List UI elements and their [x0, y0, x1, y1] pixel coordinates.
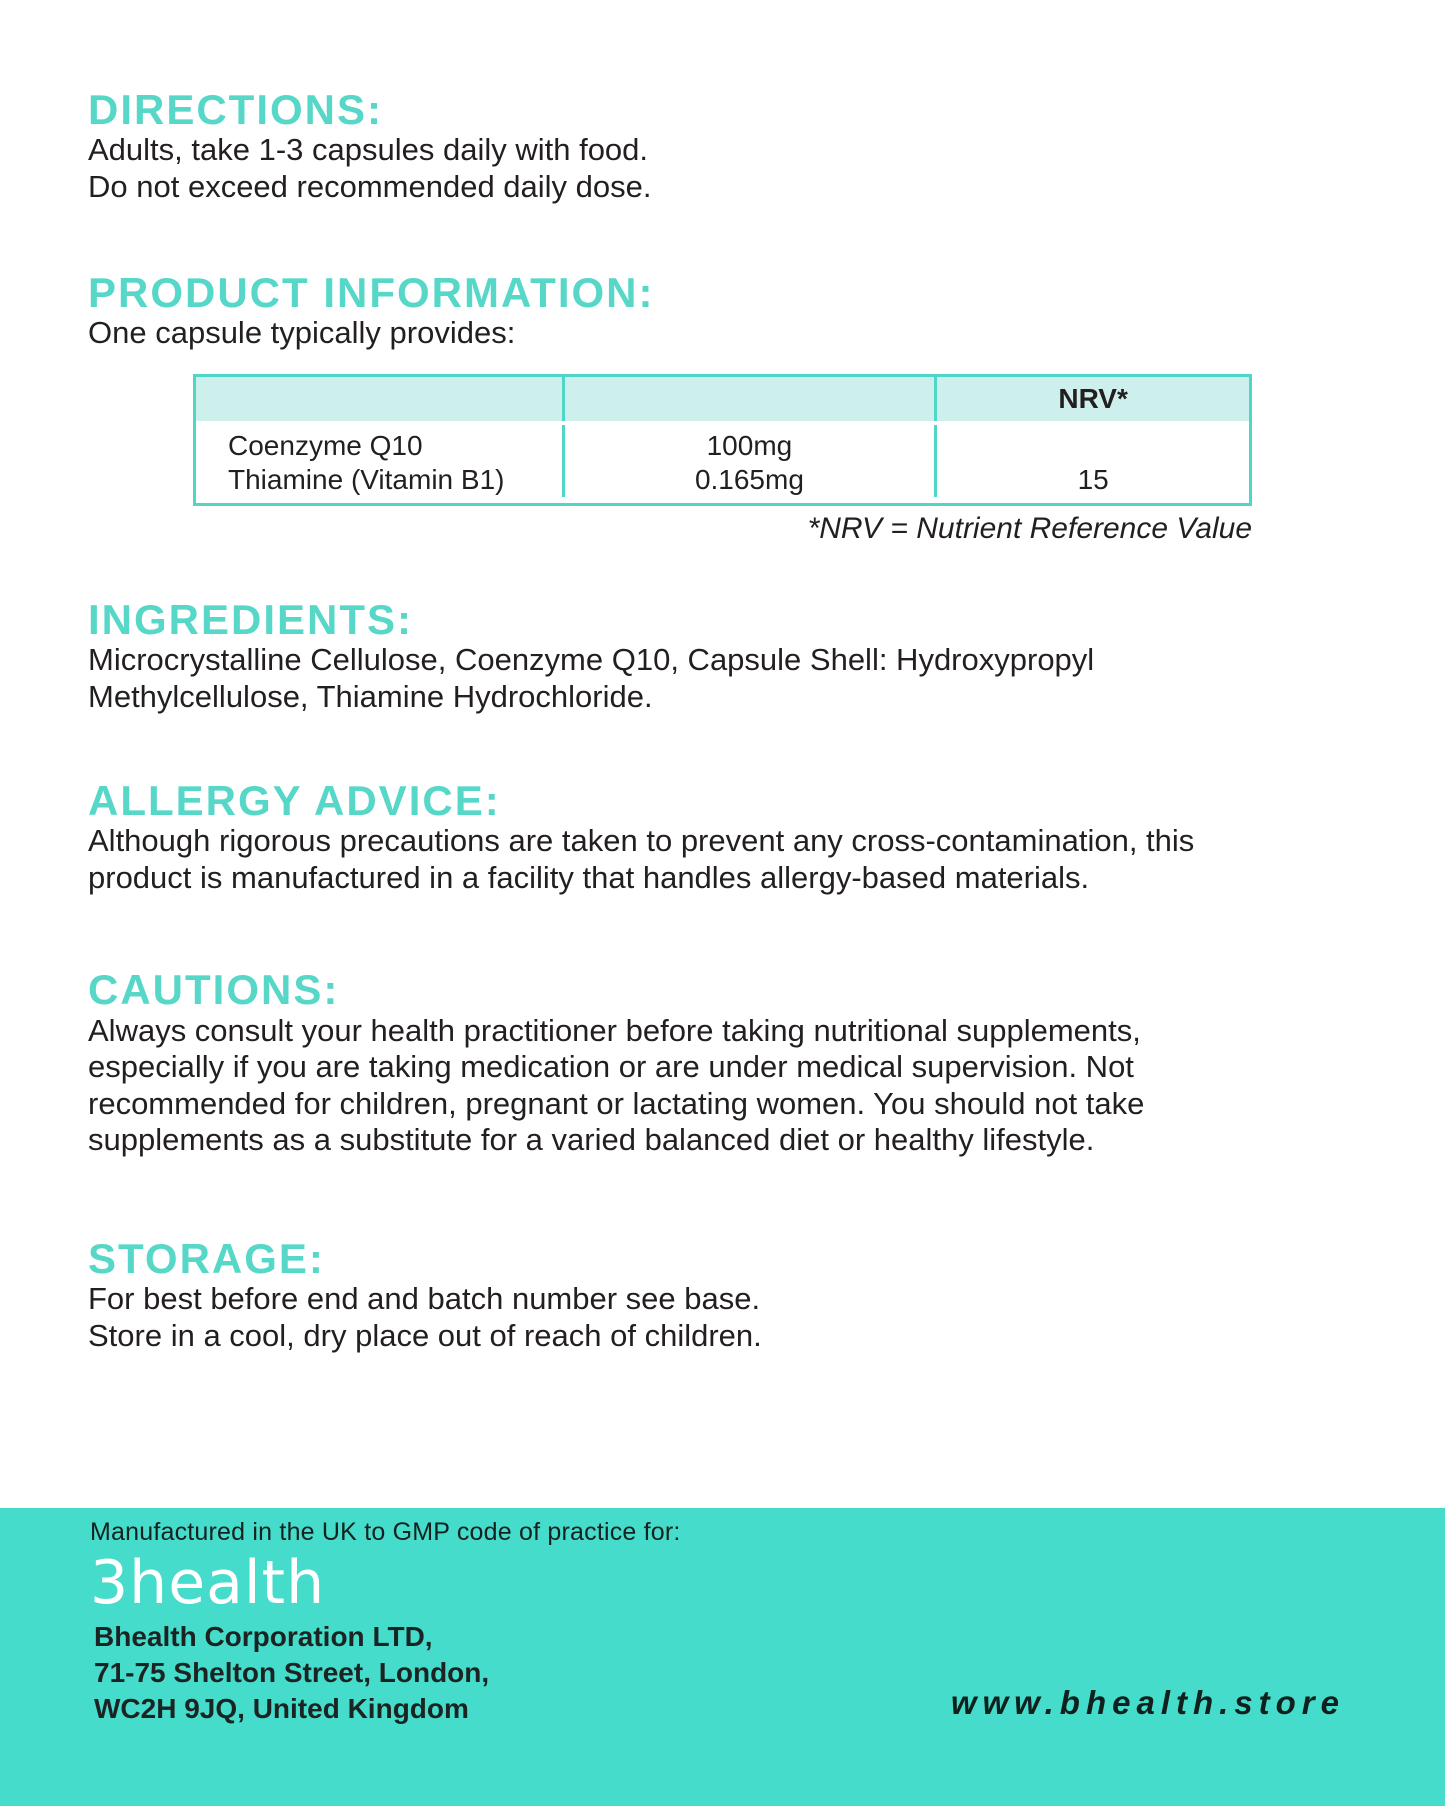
- company-address: [90, 1619, 489, 1726]
- ingredient-name-2: Thiamine (Vitamin B1): [228, 463, 505, 495]
- address-line-1: Bhealth Corporation LTD,: [94, 1621, 433, 1652]
- allergy-advice-heading: ALLERGY ADVICE:: [88, 777, 501, 825]
- ingredient-names-cell: [196, 425, 565, 497]
- ingredients-text: Microcrystalline Cellulose, Coenzyme Q10, Capsule Shell: Hydroxypropyl Methylcellulose, Thiamine Hydrochloride.: [88, 642, 1095, 714]
- directions-line-1: Adults, take 1-3 capsules daily with food.: [88, 132, 649, 168]
- product-information-heading: PRODUCT INFORMATION:: [88, 269, 655, 317]
- nutrition-table-body-row: [196, 421, 1249, 503]
- ingredient-amount-1: 100mg: [706, 429, 793, 461]
- product-information-intro: One capsule typically provides:: [88, 315, 516, 351]
- nutrition-table-wrap: [193, 374, 1252, 546]
- storage-line-2: Store in a cool, dry place out of reach of children.: [88, 1317, 762, 1353]
- address-line-3: WC2H 9JQ, United Kingdom: [94, 1692, 469, 1724]
- ingredient-amounts-cell: [565, 425, 938, 497]
- ingredient-name-1: Coenzyme Q10: [228, 429, 423, 461]
- bhealth-logo: 3health: [90, 1548, 326, 1618]
- footer-bottom-row: [90, 1619, 1345, 1726]
- directions-line-2: Do not exceed recommended daily dose.: [88, 168, 652, 204]
- storage-heading: STORAGE:: [88, 1234, 325, 1282]
- website-url: www.bhealth.store: [950, 1684, 1345, 1722]
- ingredients-section: [88, 595, 1355, 715]
- directions-heading: DIRECTIONS:: [88, 86, 383, 133]
- ingredient-nrv-2: 15: [1077, 463, 1109, 495]
- footer-band: [0, 1508, 1445, 1806]
- product-information-section: [88, 271, 1355, 546]
- allergy-advice-text: Although rigorous precautions are taken to prevent any cross-contamination, this product is manufactured in a facility that handles allergy-based materials.: [88, 823, 1195, 895]
- ingredient-nrv-cell: [937, 425, 1249, 497]
- header-cell-amount: [565, 377, 938, 421]
- storage-line-1: For best before end and batch number see base.: [88, 1280, 761, 1316]
- header-cell-nrv: NRV*: [937, 377, 1249, 421]
- cautions-text: Always consult your health practitioner before taking nutritional supplements, especially if you are taking medication or are under medical supervision. Not recommended for children, pregnant or lactating women. You should not take supplements as a substitute for a varied balanced diet or healthy lifestyle.: [88, 1012, 1145, 1158]
- directions-section: [88, 88, 1355, 205]
- cautions-heading: CAUTIONS:: [88, 966, 340, 1014]
- allergy-advice-section: [88, 779, 1355, 896]
- manufactured-line: Manufactured in the UK to GMP code of practice for:: [90, 1518, 681, 1546]
- ingredient-nrv-1: [937, 429, 1249, 463]
- nutrition-table-header-row: [196, 377, 1249, 421]
- nutrition-table: [193, 374, 1252, 506]
- ingredients-heading: INGREDIENTS:: [88, 595, 414, 643]
- nrv-footnote: *NRV = Nutrient Reference Value: [807, 511, 1252, 545]
- header-cell-ingredient: [196, 377, 565, 421]
- address-line-2: 71-75 Shelton Street, London,: [94, 1656, 490, 1688]
- ingredient-amount-2: 0.165mg: [694, 463, 804, 495]
- cautions-section: [88, 968, 1355, 1158]
- storage-section: [88, 1234, 1355, 1354]
